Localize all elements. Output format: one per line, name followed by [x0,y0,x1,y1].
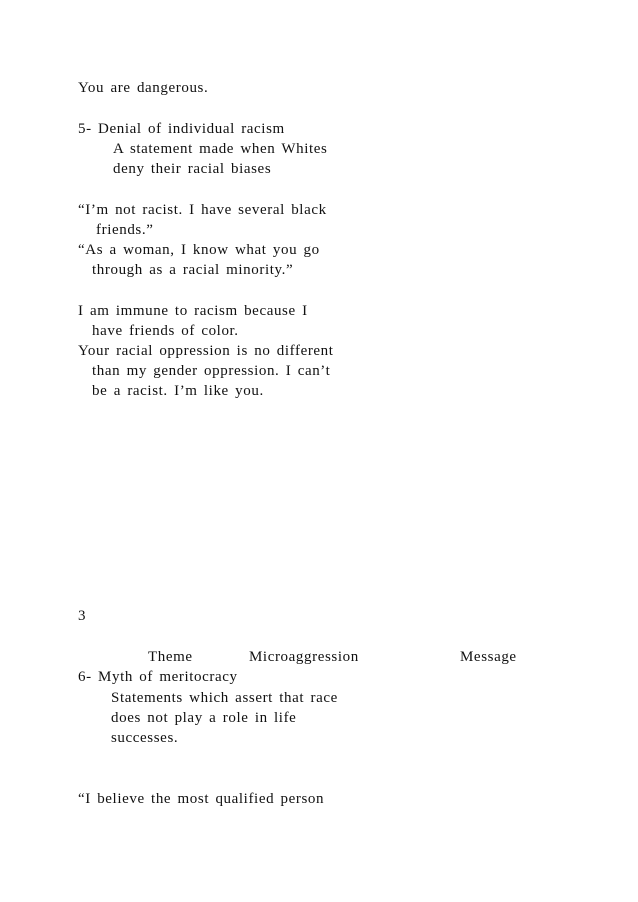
microaggression-quote-line: “I believe the most qualified person [78,791,325,807]
statement-you-are-dangerous: You are dangerous. [78,80,209,96]
message-line: be a racist. I’m like you. [92,383,264,399]
table-header-message: Message [460,649,517,665]
theme-title-denial-of-individual-racism: 5- Denial of individual racism [78,121,285,137]
theme-title-myth-of-meritocracy: 6- Myth of meritocracy [78,669,238,685]
theme-description-line: deny their racial biases [113,161,272,177]
message-line: Your racial oppression is no different [78,343,334,359]
microaggression-quote-line: “I’m not racist. I have several black [78,202,327,218]
microaggression-quote-line: through as a racial minority.” [92,262,294,278]
theme-description-line: Statements which assert that race [111,690,338,706]
table-header-microaggression: Microaggression [249,649,359,665]
microaggression-quote-line: friends.” [96,222,154,238]
theme-description-line: successes. [111,730,179,746]
theme-description-line: A statement made when Whites [113,141,328,157]
message-line: have friends of color. [92,323,239,339]
table-header-theme: Theme [148,649,193,665]
theme-description-line: does not play a role in life [111,710,297,726]
message-line: than my gender oppression. I can’t [92,363,331,379]
message-line: I am immune to racism because I [78,303,308,319]
microaggression-quote-line: “As a woman, I know what you go [78,242,320,258]
page-number: 3 [78,608,87,624]
